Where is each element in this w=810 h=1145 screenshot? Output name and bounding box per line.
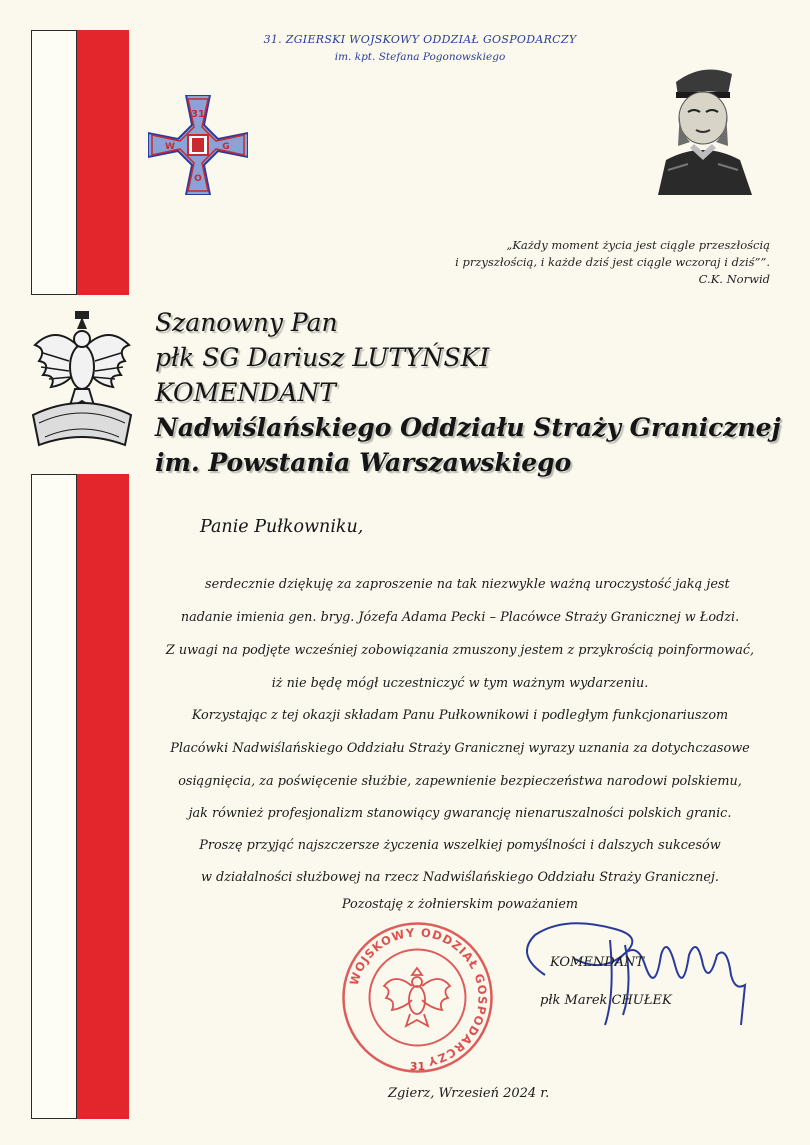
quote-line-1: „Każdy moment życia jest ciągle przeszłością <box>506 238 770 252</box>
handwritten-signature <box>505 915 765 1035</box>
portrait-image <box>648 60 758 195</box>
body-line: nadanie imienia gen. bryg. Józefa Adama Pecki – Placówce Straży Granicznej w Łodzi. <box>180 610 740 625</box>
quote-block <box>440 237 770 288</box>
place-date: Zgierz, Wrzesień 2024 r. <box>388 1086 550 1101</box>
cross-number: 31 <box>191 109 205 120</box>
stamp-text: WOJSKOWY ODDZIAŁ GOSPODARCZY <box>346 925 490 1069</box>
unit-patron: im. kpt. Stefana Pogonowskiego <box>334 51 506 63</box>
body-line: Placówki Nadwiślańskiego Oddziału Straży Granicznej wyrazy uznania za dotychczasowe <box>170 741 750 756</box>
unit-cross-emblem-icon <box>148 95 248 195</box>
unit-name: 31. ZGIERSKI WOJSKOWY ODDZIAŁ GOSPODARCZY <box>263 33 577 46</box>
body-line: iż nie będę mógł uczestniczyć w tym ważnym wydarzeniu. <box>271 676 649 691</box>
body-line: serdecznie dziękuję za zaproszenie na tak niezwykle ważną uroczystość jaką jest <box>205 577 730 592</box>
addressee-line-2: płk SG Dariusz LUTYŃSKI <box>155 343 490 372</box>
addressee-line-5: im. Powstania Warszawskiego <box>155 448 572 477</box>
quote-author: C.K. Norwid <box>698 272 770 286</box>
quote-line-2: i przyszłością, i każde dziś jest ciągle wczoraj i dziś””. <box>455 255 770 269</box>
cross-letter-bottom: O <box>194 174 202 184</box>
body-line: jak również profesjonalizm stanowiący gwarancję nienaruszalności polskich granic. <box>188 806 732 821</box>
body-line: osiągnięcia, za poświęcenie służbie, zapewnienie bezpieczeństwa narodowi polskiemu, <box>178 774 742 789</box>
flag-stripe-red-top <box>77 30 129 295</box>
body-line: Proszę przyjąć najszczersze życzenia wszelkiej pomyślności i dalszych sukcesów <box>199 838 721 853</box>
stamp-number: 31 <box>409 1060 426 1073</box>
addressee-line-4: Nadwiślańskiego Oddziału Straży Granicznej <box>155 413 781 442</box>
military-eagle-emblem-icon <box>25 305 140 465</box>
body-line: Korzystając z tej okazji składam Panu Pułkownikowi i podległym funkcjonariuszom <box>191 708 729 723</box>
signatory-name: płk Marek CHUŁEK <box>540 993 672 1008</box>
closing-line: Pozostaję z żołnierskim poważaniem <box>341 897 579 912</box>
unit-stamp-seal-icon <box>340 920 495 1075</box>
cross-letter-right: G <box>222 142 230 152</box>
addressee-line-3: KOMENDANT <box>155 378 336 407</box>
flag-stripe-white-bottom <box>31 474 77 1119</box>
svg-text:WOJSKOWY ODDZIAŁ GOSPODARCZY <box>347 925 490 1068</box>
body-line: w działalności służbowej na rzecz Nadwiślańskiego Oddziału Straży Granicznej. <box>201 870 719 885</box>
body-line: Z uwagi na podjęte wcześniej zobowiązania zmuszony jestem z przykrością poinformować, <box>165 643 755 658</box>
addressee-line-1: Szanowny Pan <box>155 308 338 337</box>
flag-stripe-red-bottom <box>77 474 129 1119</box>
cross-letter-left: W <box>165 142 175 152</box>
salutation: Panie Pułkowniku, <box>200 517 364 537</box>
signatory-title: KOMENDANT <box>550 955 645 970</box>
flag-stripe-white-top <box>31 30 77 295</box>
